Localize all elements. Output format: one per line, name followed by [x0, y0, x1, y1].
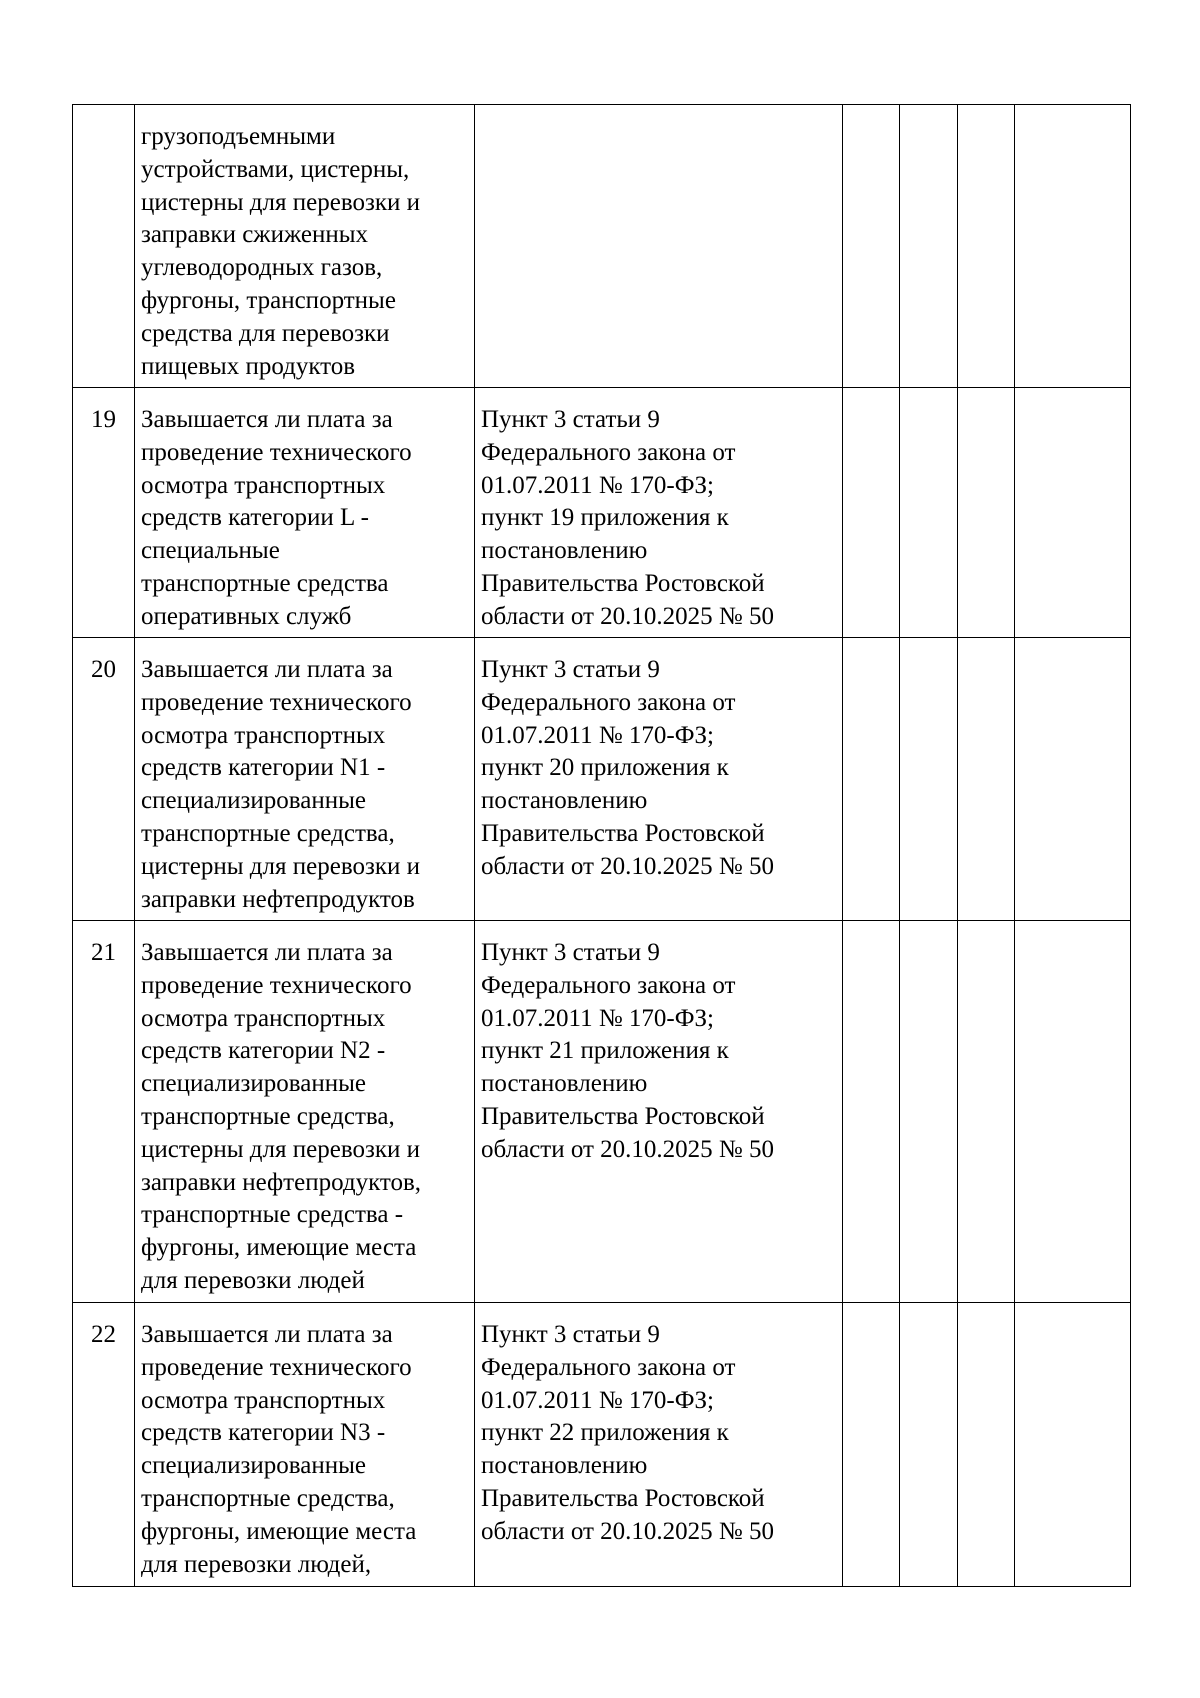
legal-basis-cell — [475, 105, 843, 388]
table-row — [73, 921, 1131, 1303]
table-row — [73, 388, 1131, 638]
answer-na-cell — [958, 388, 1015, 638]
question-cell: грузоподъемными устройствами, цистерны, цистерны для перевозки и заправки сжиженных углеводородных газов, фургоны, транспортные средства для перевозки пищевых продуктов — [135, 105, 475, 388]
answer-na-cell — [958, 638, 1015, 921]
answer-na-cell — [958, 105, 1015, 388]
answer-yes-cell — [843, 1303, 900, 1587]
answer-no-cell — [900, 638, 958, 921]
answer-no-cell — [900, 105, 958, 388]
answer-no-cell — [900, 388, 958, 638]
row-number — [73, 105, 135, 388]
row-number: 21 — [73, 921, 135, 1303]
note-cell — [1015, 1303, 1131, 1587]
row-number: 20 — [73, 638, 135, 921]
legal-basis-cell: Пункт 3 статьи 9 Федерального закона от 01.07.2011 № 170-ФЗ; пункт 21 приложения к постановлению Правительства Ростовской области от 20.10.2025 № 50 — [475, 921, 843, 1303]
table-row — [73, 105, 1131, 388]
answer-na-cell — [958, 921, 1015, 1303]
legal-basis-cell: Пункт 3 статьи 9 Федерального закона от 01.07.2011 № 170-ФЗ; пункт 22 приложения к постановлению Правительства Ростовской области от 20.10.2025 № 50 — [475, 1303, 843, 1587]
question-cell: Завышается ли плата за проведение технического осмотра транспортных средств категории N3 - специализированные транспортные средства, фургоны, имеющие места для перевозки людей, — [135, 1303, 475, 1587]
question-cell: Завышается ли плата за проведение технического осмотра транспортных средств категории N2 - специализированные транспортные средства, цистерны для перевозки и заправки нефтепродуктов, транспортные средства - фургоны, имеющие места для перевозки людей — [135, 921, 475, 1303]
answer-yes-cell — [843, 638, 900, 921]
legal-basis-cell: Пункт 3 статьи 9 Федерального закона от 01.07.2011 № 170-ФЗ; пункт 19 приложения к постановлению Правительства Ростовской области от 20.10.2025 № 50 — [475, 388, 843, 638]
table-row — [73, 1303, 1131, 1587]
answer-no-cell — [900, 921, 958, 1303]
row-number: 22 — [73, 1303, 135, 1587]
note-cell — [1015, 105, 1131, 388]
answer-na-cell — [958, 1303, 1015, 1587]
row-number: 19 — [73, 388, 135, 638]
question-cell: Завышается ли плата за проведение технического осмотра транспортных средств категории L - специальные транспортные средства оперативных служб — [135, 388, 475, 638]
question-cell: Завышается ли плата за проведение технического осмотра транспортных средств категории N1 - специализированные транспортные средства, цистерны для перевозки и заправки нефтепродуктов — [135, 638, 475, 921]
table-row — [73, 638, 1131, 921]
legal-basis-cell: Пункт 3 статьи 9 Федерального закона от 01.07.2011 № 170-ФЗ; пункт 20 приложения к постановлению Правительства Ростовской области от 20.10.2025 № 50 — [475, 638, 843, 921]
answer-yes-cell — [843, 105, 900, 388]
note-cell — [1015, 921, 1131, 1303]
answer-yes-cell — [843, 921, 900, 1303]
answer-no-cell — [900, 1303, 958, 1587]
answer-yes-cell — [843, 388, 900, 638]
note-cell — [1015, 638, 1131, 921]
checklist-table — [72, 104, 1131, 1587]
checklist-table-body — [73, 105, 1131, 1587]
note-cell — [1015, 388, 1131, 638]
